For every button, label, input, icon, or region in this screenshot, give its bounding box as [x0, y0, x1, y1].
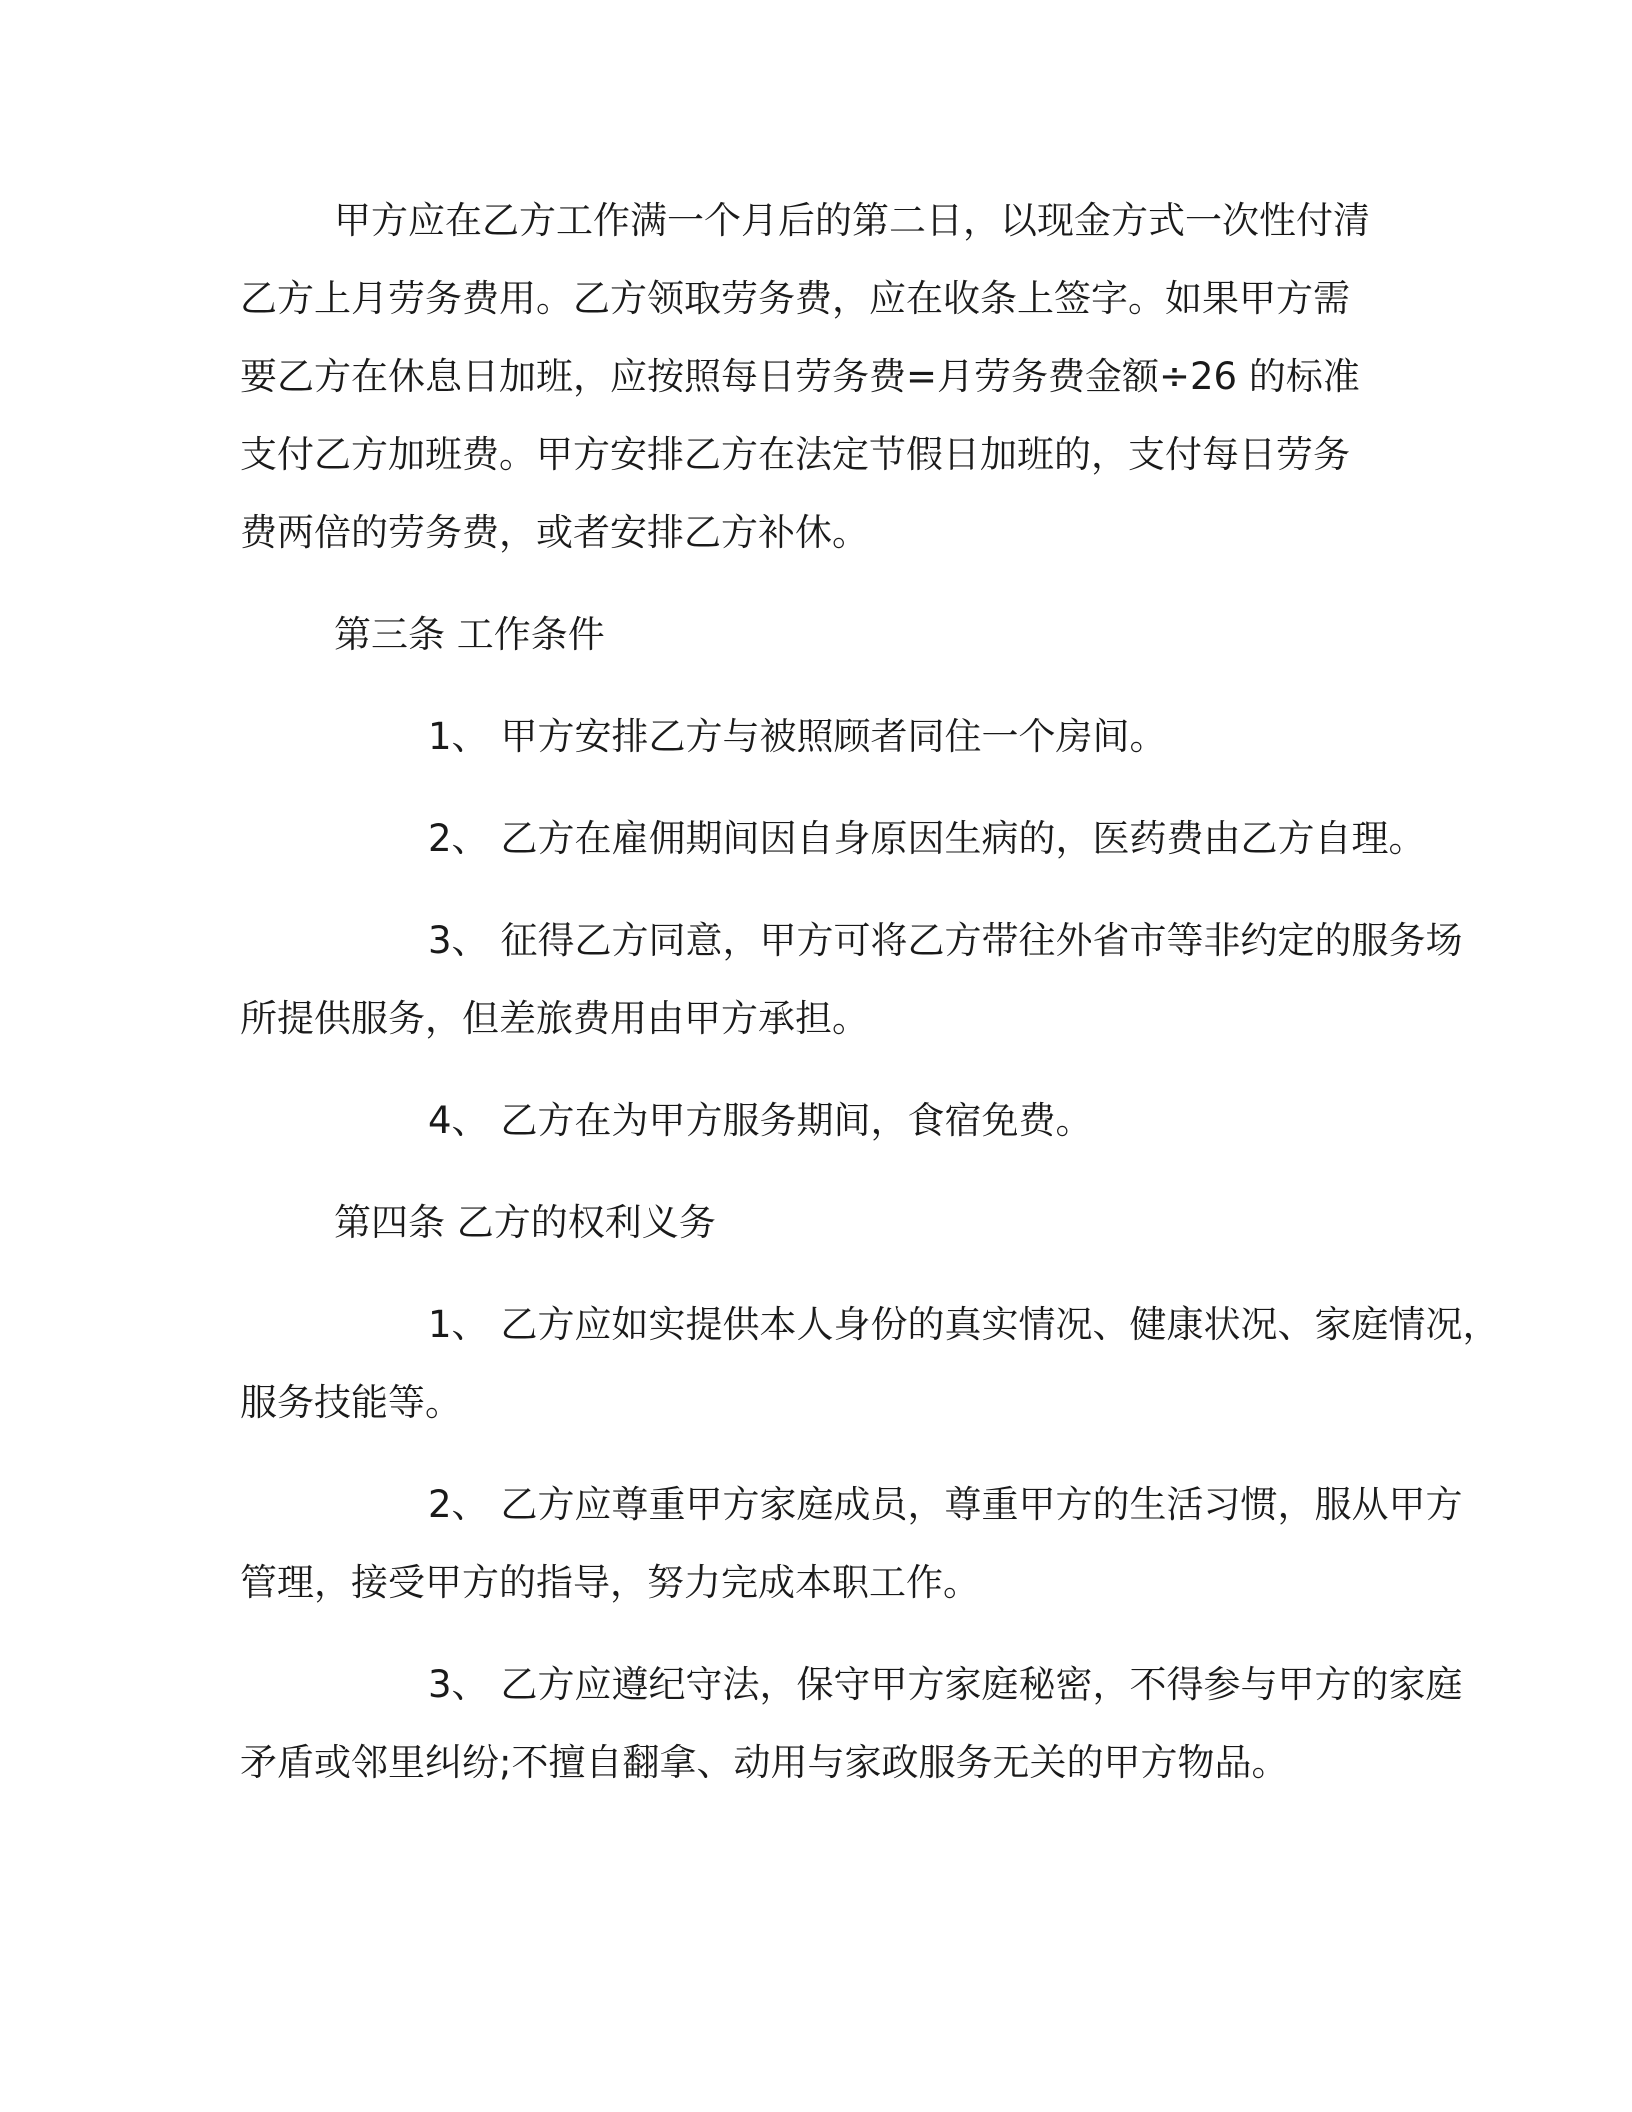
- section-3-item-3-line-1: [240, 902, 1463, 980]
- item-number: 4、: [428, 1099, 489, 1142]
- section-3-item-3-line-2: 所提供服务，但差旅费用由甲方承担。: [240, 997, 869, 1040]
- section-3-item-1-line-1: [240, 698, 1400, 776]
- section-4-item-1-line-1: [240, 1286, 1500, 1364]
- item-text: 甲方安排乙方与被照顾者同住一个房间。: [500, 715, 1167, 758]
- item-number: 2、: [428, 817, 489, 860]
- section-4-item-2: [240, 1466, 1463, 1622]
- section-3-item-4-line-1: [240, 1082, 1400, 1160]
- item-text: 乙方在为甲方服务期间，食宿免费。: [500, 1099, 1093, 1142]
- item-number: 1、: [428, 715, 489, 758]
- section-4-item-2-line-2: 管理，接受甲方的指导，努力完成本职工作。: [240, 1561, 980, 1604]
- section-4-item-1-line-2: 服务技能等。: [240, 1381, 462, 1424]
- intro-line-1: 甲方应在乙方工作满一个月后的第二日，以现金方式一次性付清: [334, 199, 1370, 242]
- section-3-item-2: [240, 800, 1426, 878]
- item-text: 乙方在雇佣期间因自身原因生病的，医药费由乙方自理。: [500, 817, 1426, 860]
- intro-paragraph: [240, 182, 1400, 572]
- item-number: 2、: [428, 1483, 489, 1526]
- section-3-item-3: [240, 902, 1463, 1058]
- item-number: 3、: [428, 919, 489, 962]
- section-3-item-2-line-1: [240, 800, 1426, 878]
- section-3-title: 第三条 工作条件: [334, 613, 605, 656]
- section-4-item-3-line-1: [240, 1646, 1463, 1724]
- section-4-item-3-line-2: 矛盾或邻里纠纷;不擅自翻拿、动用与家政服务无关的甲方物品。: [240, 1741, 1289, 1784]
- item-text: 乙方应遵纪守法，保守甲方家庭秘密，不得参与甲方的家庭: [500, 1663, 1463, 1706]
- item-text: 乙方应如实提供本人身份的真实情况、健康状况、家庭情况，: [500, 1303, 1500, 1346]
- section-4-title: 第四条 乙方的权利义务: [334, 1201, 716, 1244]
- section-4-item-3: [240, 1646, 1463, 1802]
- section-4-item-1: [240, 1286, 1500, 1442]
- intro-line-4: 支付乙方加班费。甲方安排乙方在法定节假日加班的，支付每日劳务: [240, 433, 1350, 476]
- section-3-item-4: [240, 1082, 1400, 1160]
- item-text: 乙方应尊重甲方家庭成员，尊重甲方的生活习惯，服从甲方: [500, 1483, 1463, 1526]
- intro-line-5: 费两倍的劳务费，或者安排乙方补休。: [240, 511, 869, 554]
- item-number: 3、: [428, 1663, 489, 1706]
- intro-line-2: 乙方上月劳务费用。乙方领取劳务费，应在收条上签字。如果甲方需: [240, 277, 1350, 320]
- item-number: 1、: [428, 1303, 489, 1346]
- section-4-item-2-line-1: [240, 1466, 1463, 1544]
- document-page: [240, 182, 1500, 1826]
- item-text: 征得乙方同意，甲方可将乙方带往外省市等非约定的服务场: [500, 919, 1463, 962]
- section-3-item-1: [240, 698, 1400, 776]
- intro-line-3: 要乙方在休息日加班，应按照每日劳务费=月劳务费金额÷26 的标准: [240, 355, 1360, 398]
